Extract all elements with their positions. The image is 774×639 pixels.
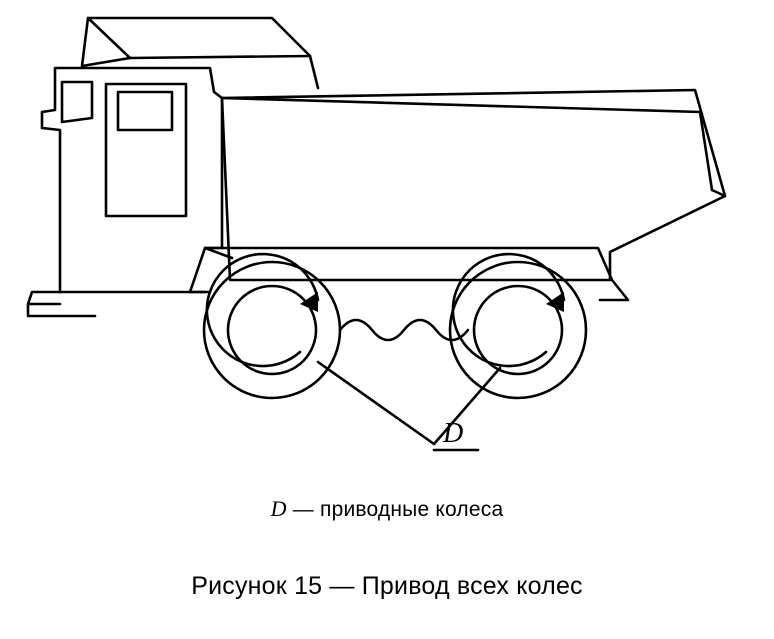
- legend-symbol: D: [270, 496, 287, 521]
- rear-chassis-tail: [600, 280, 628, 300]
- figure-caption: Рисунок 15 — Привод всех колес: [191, 572, 583, 600]
- legend: [0, 496, 774, 522]
- cab-small-window: [62, 82, 92, 122]
- cab-canopy-front: [82, 18, 130, 66]
- leader-line-front: [318, 362, 434, 444]
- front-wheel-tire: [204, 262, 340, 398]
- front-wheel-rotation-arrow: [207, 254, 318, 366]
- cab-window-pane: [118, 92, 172, 130]
- front-arrowhead: [300, 292, 318, 312]
- front-lower-step: [28, 304, 95, 316]
- rear-wheel-rotation-arrow: [453, 254, 564, 366]
- cab-body: [42, 68, 222, 292]
- rear-wheel-tire: [450, 262, 586, 398]
- wheel-callout-label: D: [443, 418, 464, 449]
- dump-body-lower-edge: [205, 248, 612, 280]
- dump-body-outline: [222, 90, 725, 280]
- front-bumper: [28, 292, 60, 304]
- legend-dash: —: [292, 498, 314, 521]
- canopy-rear-post: [310, 56, 318, 88]
- legend-text: приводные колеса: [320, 498, 504, 521]
- cab-canopy: [88, 18, 310, 58]
- rear-arrowhead: [546, 292, 564, 312]
- dump-body-inner-rail: [222, 98, 712, 190]
